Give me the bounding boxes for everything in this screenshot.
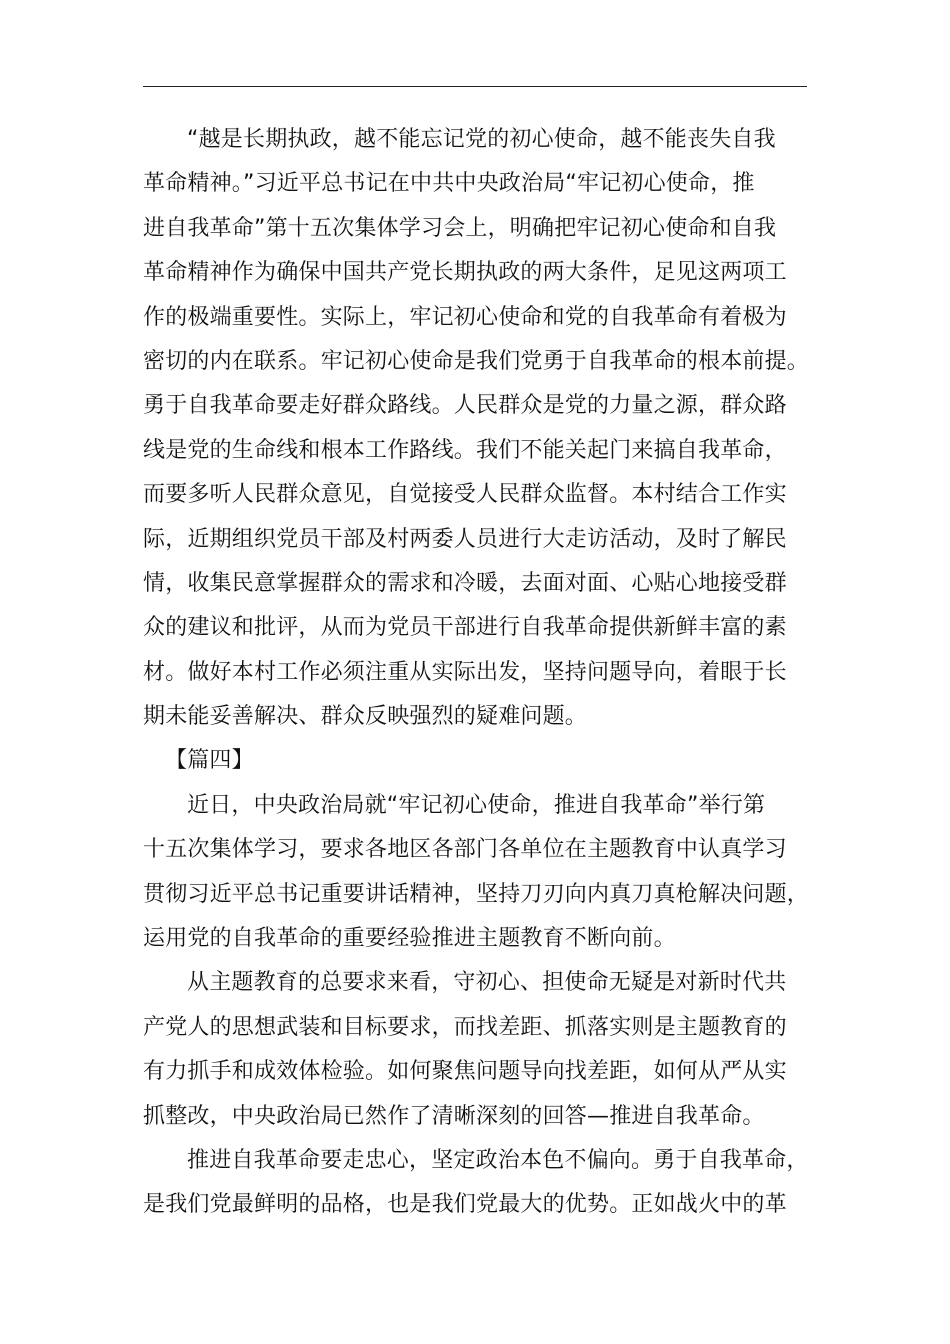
text-line: 从主题教育的总要求来看，守初心、担使命无疑是对新时代共 <box>187 970 787 996</box>
text-line: 作的极端重要性。实际上，牢记初心使命和党的自我革命有着极为 <box>143 304 787 330</box>
text-line: 革命精神。”习近平总书记在中共中央政治局“牢记初心使命，推 <box>143 171 755 197</box>
document-body <box>143 118 823 1228</box>
text-line: 运用党的自我革命的重要经验推进主题教育不断向前。 <box>143 926 676 952</box>
section-heading: 【篇四】 <box>165 748 254 774</box>
text-line: 勇于自我革命要走好群众路线。人民群众是党的力量之源，群众路 <box>143 393 787 419</box>
text-line: 际，近期组织党员干部及村两委人员进行大走访活动，及时了解民 <box>143 526 787 552</box>
text-line: 密切的内在联系。牢记初心使命是我们党勇于自我革命的根本前提。 <box>143 348 810 374</box>
text-line: 推进自我革命要走忠心，坚定政治本色不偏向。勇于自我革命， <box>187 1147 809 1173</box>
text-line: 材。做好本村工作必须注重从实际出发，坚持问题导向，着眼于长 <box>143 659 787 685</box>
text-line: 革命精神作为确保中国共产党长期执政的两大条件，足见这两项工 <box>143 260 787 286</box>
text-line: 抓整改，中央政治局已然作了清晰深刻的回答—推进自我革命。 <box>143 1103 765 1129</box>
text-line: 线是党的生命线和根本工作路线。我们不能关起门来搞自我革命， <box>143 437 787 463</box>
text-line: “越是长期执政，越不能忘记党的初心使命，越不能丧失自我 <box>187 127 776 152</box>
text-line: 十五次集体学习，要求各地区各部门各单位在主题教育中认真学习 <box>143 837 787 863</box>
text-line: 有力抓手和成效体检验。如何聚焦问题导向找差距，如何从严从实 <box>143 1059 787 1085</box>
text-line: 近日，中央政治局就“牢记初心使命，推进自我革命”举行第 <box>187 792 766 818</box>
text-line: 情，收集民意掌握群众的需求和冷暖，去面对面、心贴心地接受群 <box>143 570 787 596</box>
text-line: 贯彻习近平总书记重要讲话精神，坚持刀刃向内真刀真枪解决问题， <box>143 881 810 907</box>
text-line: 进自我革命”第十五次集体学习会上，明确把牢记初心使命和自我 <box>143 215 777 241</box>
text-line: 而要多听人民群众意见，自觉接受人民群众监督。本村结合工作实 <box>143 482 787 508</box>
text-line: 众的建议和批评，从而为党员干部进行自我革命提供新鲜丰富的素 <box>143 615 787 641</box>
text-line: 期未能妥善解决、群众反映强烈的疑难问题。 <box>143 704 588 730</box>
header-rule <box>143 86 807 87</box>
text-line: 是我们党最鲜明的品格，也是我们党最大的优势。正如战火中的革 <box>143 1192 787 1218</box>
text-line: 产党人的思想武装和目标要求，而找差距、抓落实则是主题教育的 <box>143 1014 787 1040</box>
